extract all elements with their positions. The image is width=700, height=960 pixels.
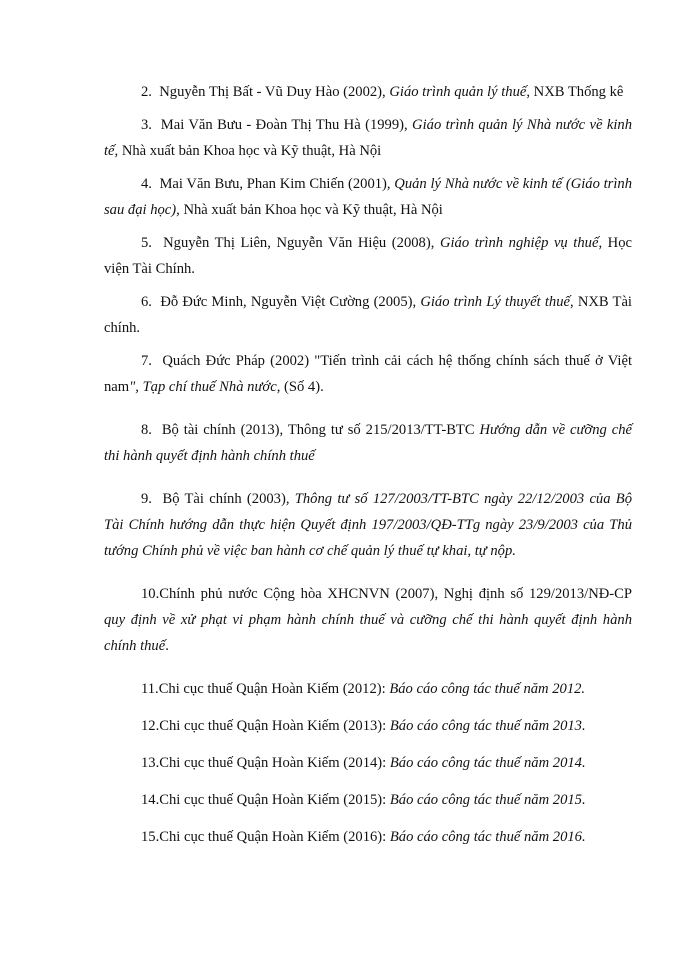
reference-authors: Đỗ Đức Minh, Nguyễn Việt Cường (2005), (160, 294, 421, 310)
reference-number: 7. (141, 353, 152, 369)
reference-title: Báo cáo công tác thuế năm 2012. (389, 681, 586, 697)
reference-title: Giáo trình nghiệp vụ thuế (439, 235, 599, 251)
reference-authors: Bộ Tài chính (2003), (162, 491, 295, 507)
reference-authors: Nguyễn Thị Liên, Nguyễn Văn Hiệu (2008), (163, 235, 440, 251)
reference-item (104, 289, 632, 341)
reference-item (104, 348, 632, 400)
reference-item (104, 713, 632, 739)
reference-number: 9. (141, 491, 152, 507)
reference-item (104, 79, 632, 105)
reference-publisher: , Học viện Tài Chính. (104, 235, 632, 277)
reference-title: quy định về xử phạt vi phạm hành chính thuế và cưỡng chế thi hành quyết định hành chính thuế (104, 612, 632, 654)
reference-title: Báo cáo công tác thuế năm 2015. (389, 792, 586, 808)
reference-title: Quản lý Nhà nước về kinh tế (Giáo trình sau đại học), (104, 176, 633, 218)
reference-title: Giáo trình quản lý thuế (389, 84, 527, 100)
reference-authors: Chi cục thuế Quận Hoàn Kiếm (2014): (159, 755, 390, 771)
reference-title: Báo cáo công tác thuế năm 2016. (389, 829, 586, 845)
reference-item (104, 676, 632, 702)
reference-item (104, 486, 632, 564)
reference-publisher: . (165, 638, 169, 654)
reference-title: Báo cáo công tác thuế năm 2014. (389, 755, 586, 771)
reference-item (104, 230, 632, 282)
reference-number: 10. (141, 586, 160, 602)
reference-number: 11. (141, 681, 159, 697)
reference-title: Thông tư số 127/2003/TT-BTC ngày 22/12/2003 của Bộ Tài Chính hướng dẫn thực hiện Quyết định 197/2003/QĐ-TTg ngày 23/9/2003 của Thủ tướng Chính phủ về việc ban hành cơ chế quản lý thuế tự khai, tự nộp. (104, 491, 632, 559)
reference-number: 15. (141, 829, 160, 845)
reference-number: 13. (141, 755, 160, 771)
reference-number: 5. (141, 235, 152, 251)
reference-item (104, 750, 632, 776)
reference-number: 8. (141, 422, 152, 438)
reference-title: Giáo trình Lý thuyết thuế (420, 294, 570, 310)
reference-title: Giáo trình quản lý Nhà nước về kinh tế, (104, 117, 633, 159)
reference-number: 3. (141, 117, 152, 133)
reference-item (104, 417, 632, 469)
reference-number: 2. (141, 84, 152, 100)
reference-authors: Mai Văn Bưu, Phan Kim Chiến (2001), (159, 176, 395, 192)
reference-authors: Chi cục thuế Quận Hoàn Kiếm (2012): (158, 681, 390, 697)
reference-authors: Chính phủ nước Cộng hòa XHCNVN (2007), Nghị định số 129/2013/NĐ-CP (159, 586, 632, 602)
reference-authors: Chi cục thuế Quận Hoàn Kiếm (2016): (159, 829, 390, 845)
reference-publisher: Nhà xuất bản Khoa học và Kỹ thuật, Hà Nội (179, 202, 443, 218)
reference-publisher: , NXB Tài chính. (104, 294, 632, 336)
reference-authors: Mai Văn Bưu - Đoàn Thị Thu Hà (1999), (160, 117, 413, 133)
reference-authors: Chi cục thuế Quận Hoàn Kiếm (2013): (159, 718, 390, 734)
reference-list (104, 79, 632, 861)
reference-title: ", Tạp chí thuế Nhà nước (129, 379, 277, 395)
reference-publisher: Nhà xuất bản Khoa học và Kỹ thuật, Hà Nội (118, 143, 382, 159)
reference-item (104, 171, 632, 223)
reference-number: 12. (141, 718, 160, 734)
reference-publisher: , NXB Thống kê (526, 84, 624, 100)
reference-item (104, 112, 632, 164)
reference-authors: Quách Đức Pháp (2002) "Tiến trình cải cách hệ thống chính sách thuế ở Việt nam (104, 353, 632, 395)
reference-number: 4. (141, 176, 152, 192)
reference-publisher: , (Số 4). (276, 379, 324, 395)
reference-item (104, 787, 632, 813)
reference-authors: Bộ tài chính (2013), Thông tư số 215/2013/TT-BTC (161, 422, 480, 438)
reference-item (104, 824, 632, 850)
reference-title: Hướng dẫn về cưỡng chế thi hành quyết định hành chính thuế (104, 422, 632, 464)
reference-title: Báo cáo công tác thuế năm 2013. (389, 718, 586, 734)
reference-authors: Nguyễn Thị Bất - Vũ Duy Hào (2002), (159, 84, 390, 100)
reference-authors: Chi cục thuế Quận Hoàn Kiếm (2015): (159, 792, 390, 808)
reference-number: 6. (141, 294, 152, 310)
reference-item (104, 581, 632, 659)
reference-number: 14. (141, 792, 160, 808)
